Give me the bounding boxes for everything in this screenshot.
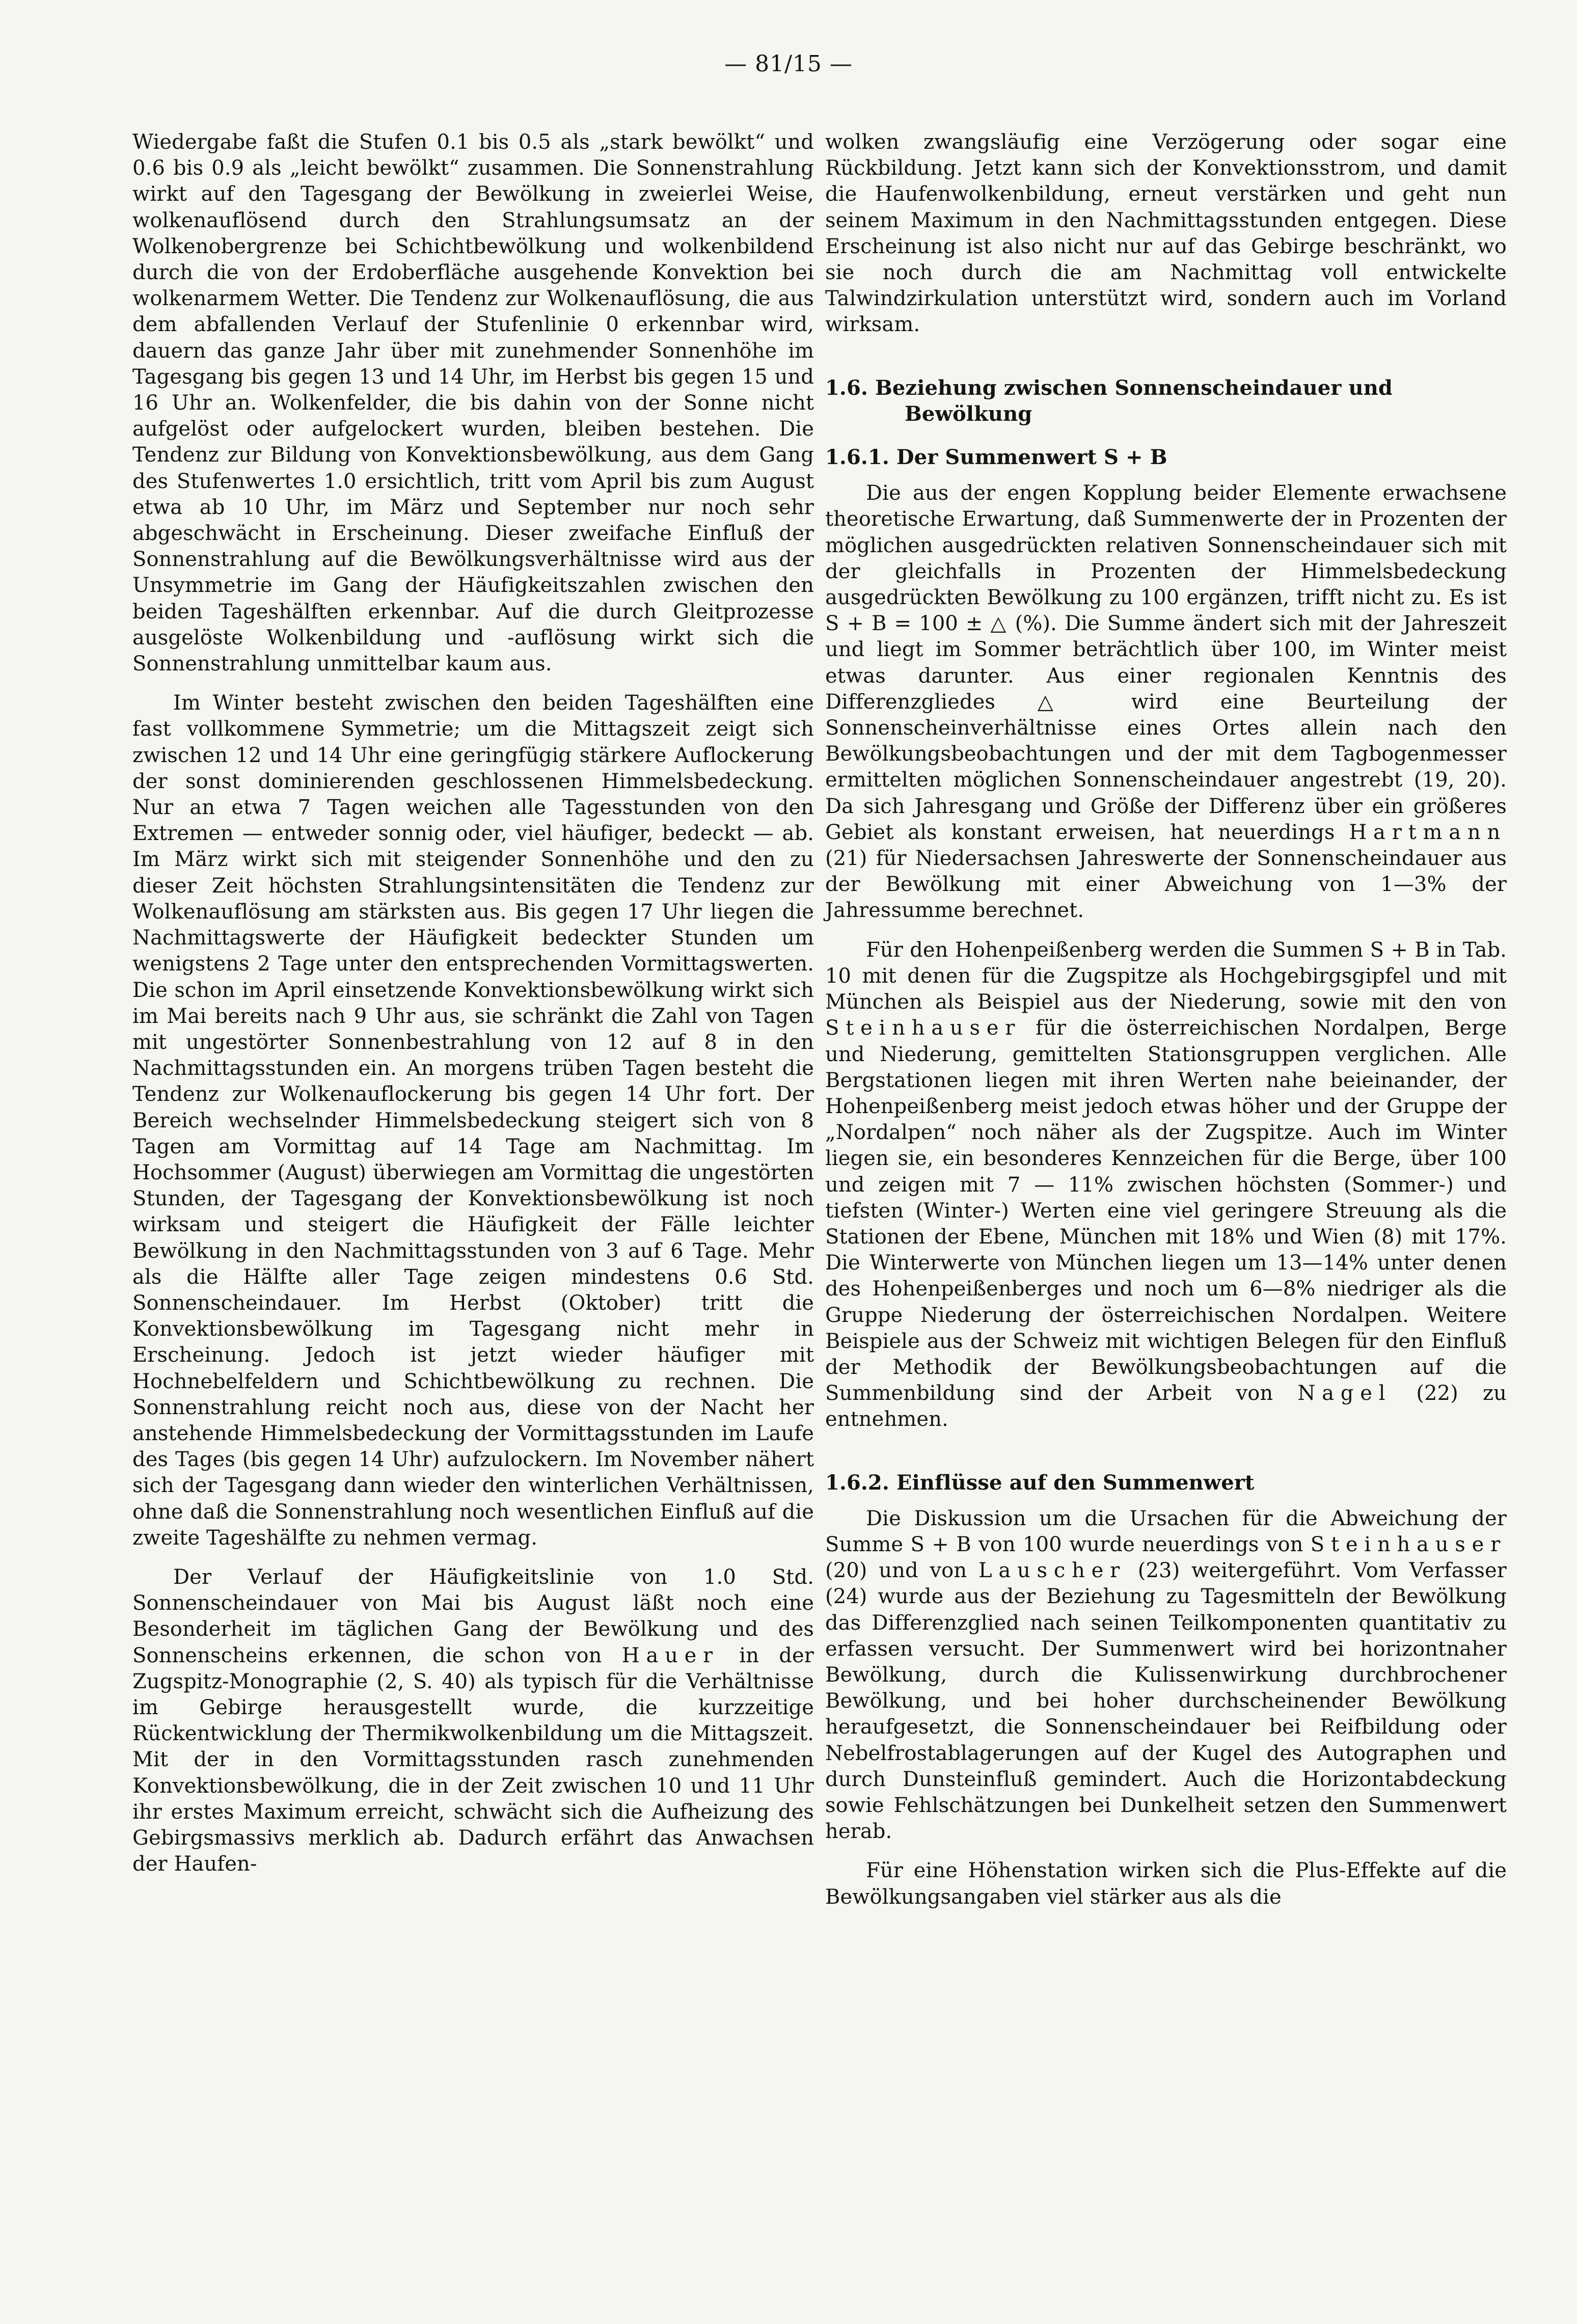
- subsection-heading: 1.6.2. Einflüsse auf den Summenwert: [825, 1470, 1255, 1495]
- text-run: Der Verlauf der Häufigkeitslinie von 1.0 Std. Sonnenscheindauer von Mai bis August läßt noch eine Besonderheit im täglichen Gang der Bewölkung und des Sonnenscheins erkennen, die schon von: [132, 1565, 814, 1667]
- author-name: Steinhauser: [1310, 1532, 1507, 1556]
- author-name: Hartmann: [1349, 820, 1507, 844]
- text-run: (20) und von: [825, 1559, 978, 1583]
- subsection-heading: 1.6.1. Der Summenwert S + B: [825, 445, 1167, 470]
- text-run: Die Diskussion um die Ursachen für die Abweichung der Summe S + B von 100 wurde neuerdings von: [825, 1506, 1507, 1556]
- paragraph: Wiedergabe faßt die Stufen 0.1 bis 0.5 als „stark bewölkt“ und 0.6 bis 0.9 als „leicht bewölkt“ zusammen. Die Sonnenstrahlung wirkt auf den Tagesgang der Bewölkung in zweierlei Weise, wolkenauflösend durch den Strahlungsumsatz an der Wolkenobergrenze bei Schichtbewölkung und wolkenbildend durch die von der Erdoberfläche ausgehende Konvektion bei wolkenarmem Wetter. Die Tendenz zur Wolkenauflösung, die aus dem abfallenden Verlauf der Stufenlinie 0 erkennbar wird, dauern das ganze Jahr über mit zunehmender Sonnenhöhe im Tagesgang bis gegen 13 und 14 Uhr, im Herbst bis gegen 15 und 16 Uhr an. Wolkenfelder, die bis dahin von der Sonne nicht aufgelöst oder aufgelockert wurden, bleiben bestehen. Die Tendenz zur Bildung von Konvektionsbewölkung, aus dem Gang des Stufenwertes 1.0 ersichtlich, tritt vom April bis zum August etwa ab 10 Uhr, im März und September nur noch sehr abgeschwächt in Erscheinung. Dieser zweifache Einfluß der Sonnenstrahlung auf die Bewölkungsverhältnisse wird aus der Unsymmetrie im Gang der Häufigkeitszahlen zwischen den beiden Tageshälften erkennbar. Auf die durch Gleitprozesse ausgelöste Wolkenbildung und -auflösung wirkt sich die Sonnenstrahlung unmittelbar kaum aus.: [132, 130, 814, 676]
- paragraph: Für eine Höhenstation wirken sich die Plus-Effekte auf die Bewölkungsangaben viel stärker aus als die: [825, 1859, 1507, 1909]
- right-column: [825, 129, 1507, 1910]
- paragraph: Im Winter besteht zwischen den beiden Tageshälften eine fast vollkommene Symmetrie; um die Mittagszeit zeigt sich zwischen 12 und 14 Uhr eine geringfügig stärkere Auflockerung der sonst dominierenden geschlossenen Himmelsbedeckung. Nur an etwa 7 Tagen weichen alle Tagesstunden von den Extremen — entweder sonnig oder, viel häufiger, bedeckt — ab. Im März wirkt sich mit steigender Sonnenhöhe und den zu dieser Zeit höchsten Strahlungsintensitäten die Tendenz zur Wolkenauflösung am stärksten aus. Bis gegen 17 Uhr liegen die Nachmittagswerte der Häufigkeit bedeckter Stunden um wenigstens 2 Tage unter den entsprechenden Vormittagswerten. Die schon im April einsetzende Konvektionsbewölkung wirkt sich im Mai bereits nach 9 Uhr aus, sie schränkt die Zahl von Tagen mit ungestörter Sonnenbestrahlung von 12 auf 8 in den Nachmittagsstunden ein. An morgens trüben Tagen besteht die Tendenz zur Wolkenauflockerung bis gegen 14 Uhr fort. Der Bereich wechselnder Himmelsbedeckung steigert sich von 8 Tagen am Vormittag auf 14 Tage am Nachmittag. Im Hochsommer (August) überwiegen am Vormittag die ungestörten Stunden, der Tagesgang der Konvektionsbewölkung ist noch wirksam und steigert die Häufigkeit der Fälle leichter Bewölkung in den Nachmittagsstunden von 3 auf 6 Tage. Mehr als die Hälfte aller Tage zeigen mindestens 0.6 Std. Sonnenscheindauer. Im Herbst (Oktober) tritt die Konvektionsbewölkung im Tagesgang nicht mehr in Erscheinung. Jedoch ist jetzt wieder häufiger mit Hochnebelfeldern und Schichtbewölkung zu rechnen. Die Sonnenstrahlung reicht noch aus, diese von der Nacht her anstehende Himmelsbedeckung der Vormittagsstunden im Laufe des Tages (bis gegen 14 Uhr) aufzulockern. Im November nähert sich der Tagesgang dann wieder den winterlichen Verhältnissen, ohne daß die Sonnenstrahlung noch wesentlichen Einfluß auf die zweite Tageshälfte zu nehmen vermag.: [132, 691, 814, 1550]
- text-run: (22) zu entnehmen.: [825, 1382, 1507, 1431]
- left-column: [132, 129, 814, 1877]
- text-run: für die österreichischen Nordalpen, Berge und Niederung, gemittelten Stationsgruppen verglichen. Alle Bergstationen liegen mit ihren Werten nahe beieinander, der Hohenpeißenberg meist jedoch etwas höher und der Gruppe der „Nordalpen“ noch näher als der Zugspitze. Auch im Winter liegen sie, ein besonderes Kennzeichen für die Berge, über 100 und zeigen mit 7 — 11% zwischen höchsten (Sommer-) und tiefsten (Winter-) Werten eine viel geringere Streuung als die Stationen der Ebene, München mit 18% und Wien (8) mit 17%. Die Winterwerte von München liegen um 13—14% unter denen des Hohenpeißenberges und noch um 6—8% niedriger als die Gruppe Niederung der österreichischen Nordalpen. Weitere Beispiele aus der Schweiz mit wichtigen Belegen für den Einfluß der Methodik der Bewölkungsbeobachtungen auf die Summenbildung sind der Arbeit von: [825, 1016, 1507, 1406]
- section-heading: 1.6. Beziehung zwischen Sonnenscheindauer und Bewölkung: [825, 375, 1393, 426]
- text-run: in der Zugspitz-Monographie (2, S. 40) als typisch für die Verhältnisse im Gebirge herausgestellt wurde, die kurzzeitige Rückentwicklung der Thermikwolkenbildung um die Mittagszeit. Mit der in den Vormittagsstunden rasch zunehmenden Konvektionsbewölkung, die in der Zeit zwischen 10 und 11 Uhr ihr erstes Maximum erreicht, schwächt sich die Aufheizung des Gebirgsmassivs merklich ab. Dadurch erfährt das Anwachsen der Haufen-: [132, 1643, 814, 1876]
- text-run: (21) für Niedersachsen Jahreswerte der Sonnenscheindauer aus der Bewölkung mit einer Abweichung von 1—3% der Jahressumme berechnet.: [825, 847, 1507, 923]
- author-name: Hauer: [621, 1643, 720, 1667]
- paragraph: [132, 1564, 814, 1877]
- paragraph: wolken zwangsläufig eine Verzögerung oder sogar eine Rückbildung. Jetzt kann sich der Konvektionsstrom, und damit die Haufenwolkenbildung, erneut verstärken und geht nun seinem Maximum in den Nachmittagsstunden entgegen. Diese Erscheinung ist also nicht nur auf das Gebirge beschränkt, wo sie noch durch die am Nachmittag voll entwickelte Talwindzirkulation unterstützt wird, sondern auch im Vorland wirksam.: [825, 130, 1507, 337]
- text-run: Die aus der engen Kopplung beider Elemente erwachsene theoretische Erwartung, daß Summenwerte der in Prozenten der möglichen ausgedrückten relativen Sonnenscheindauer sich mit der gleichfalls in Prozenten der Himmelsbedeckung ausgedrückten Bewölkung zu 100 ergänzen, trifft nicht zu. Es ist S + B = 100 ± △ (%). Die Summe ändert sich mit der Jahreszeit und liegt im Sommer beträchtlich über 100, im Winter meist etwas darunter. Aus einer regionalen Kenntnis des Differenzgliedes △ wird eine Beurteilung der Sonnenscheinverhältnisse eines Ortes allein nach den Bewölkungsbeobachtungen und der mit dem Tagbogenmesser ermittelten möglichen Sonnenscheindauer angestrebt (19, 20). Da sich Jahresgang und Größe der Differenz über ein größeres Gebiet als konstant erweisen, hat neuerdings: [825, 481, 1507, 844]
- paragraph: [825, 480, 1507, 924]
- text-run: (23) weitergeführt. Vom Verfasser (24) wurde aus der Beziehung zu Tagesmitteln der Bewölkung das Differenzglied nach seinen Teilkomponenten quantitativ zu erfassen versucht. Der Summenwert wird bei horizontnaher Bewölkung, durch die Kulissenwirkung durchbrochener Bewölkung, und bei hoher durchscheinender Bewölkung heraufgesetzt, die Sonnenscheindauer bei Reifbildung oder Nebelfrostablagerungen auf der Kugel des Autographen und durch Dunsteinfluß gemindert. Auch die Horizontabdeckung sowie Fehlschätzungen bei Dunkelheit setzen den Summenwert herab.: [825, 1559, 1507, 1844]
- author-name: Steinhauser: [825, 1016, 1022, 1040]
- paragraph: [825, 1506, 1507, 1845]
- author-name: Nagel: [1297, 1382, 1392, 1406]
- text-run: Für den Hohenpeißenberg werden die Summen S + B in Tab. 10 mit denen für die Zugspitze als Hochgebirgsgipfel und mit München als Beispiel aus der Niederung, sowie mit den von: [825, 938, 1507, 1014]
- page-number: — 81/15 —: [724, 51, 853, 77]
- author-name: Lauscher: [978, 1559, 1127, 1583]
- paragraph: [825, 937, 1507, 1433]
